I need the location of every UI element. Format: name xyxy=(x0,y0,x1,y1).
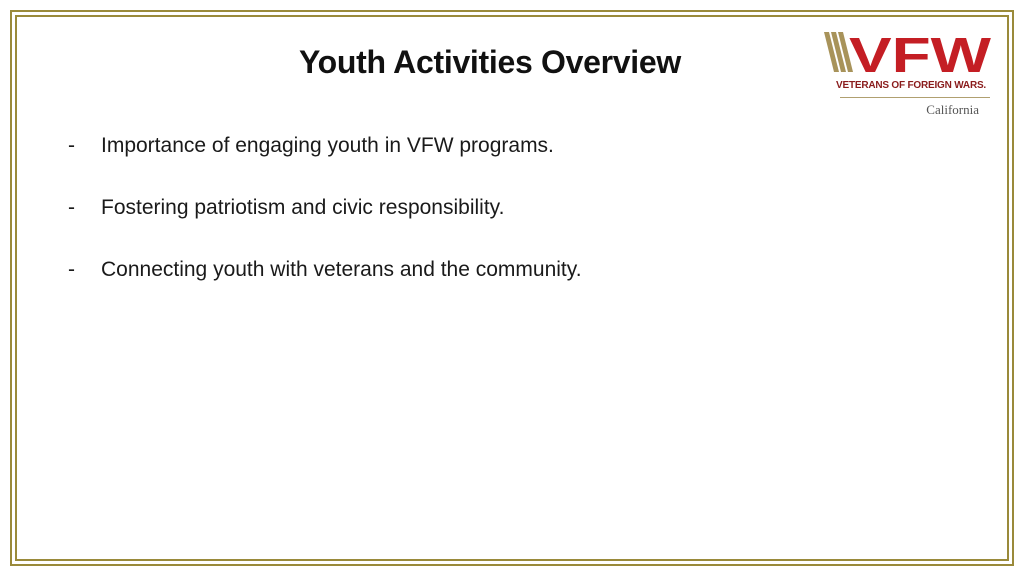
bullet-text: Importance of engaging youth in VFW programs. xyxy=(101,134,554,157)
slide-title: Youth Activities Overview xyxy=(299,44,681,80)
bullet-text: Fostering patriotism and civic responsibility. xyxy=(101,196,505,219)
logo-subtitle: VETERANS OF FOREIGN WARS. xyxy=(836,80,987,91)
bullet-dash: - xyxy=(68,258,75,281)
bullet-text: Connecting youth with veterans and the community. xyxy=(101,258,582,281)
logo-wordmark: VFW xyxy=(849,29,992,78)
bullet-dash: - xyxy=(68,196,75,219)
vfw-california-logo xyxy=(822,28,994,122)
logo-divider xyxy=(840,97,990,98)
vfw-logo-mark xyxy=(822,28,994,78)
logo-state-name: California xyxy=(926,102,979,117)
bullet-dash: - xyxy=(68,134,75,157)
